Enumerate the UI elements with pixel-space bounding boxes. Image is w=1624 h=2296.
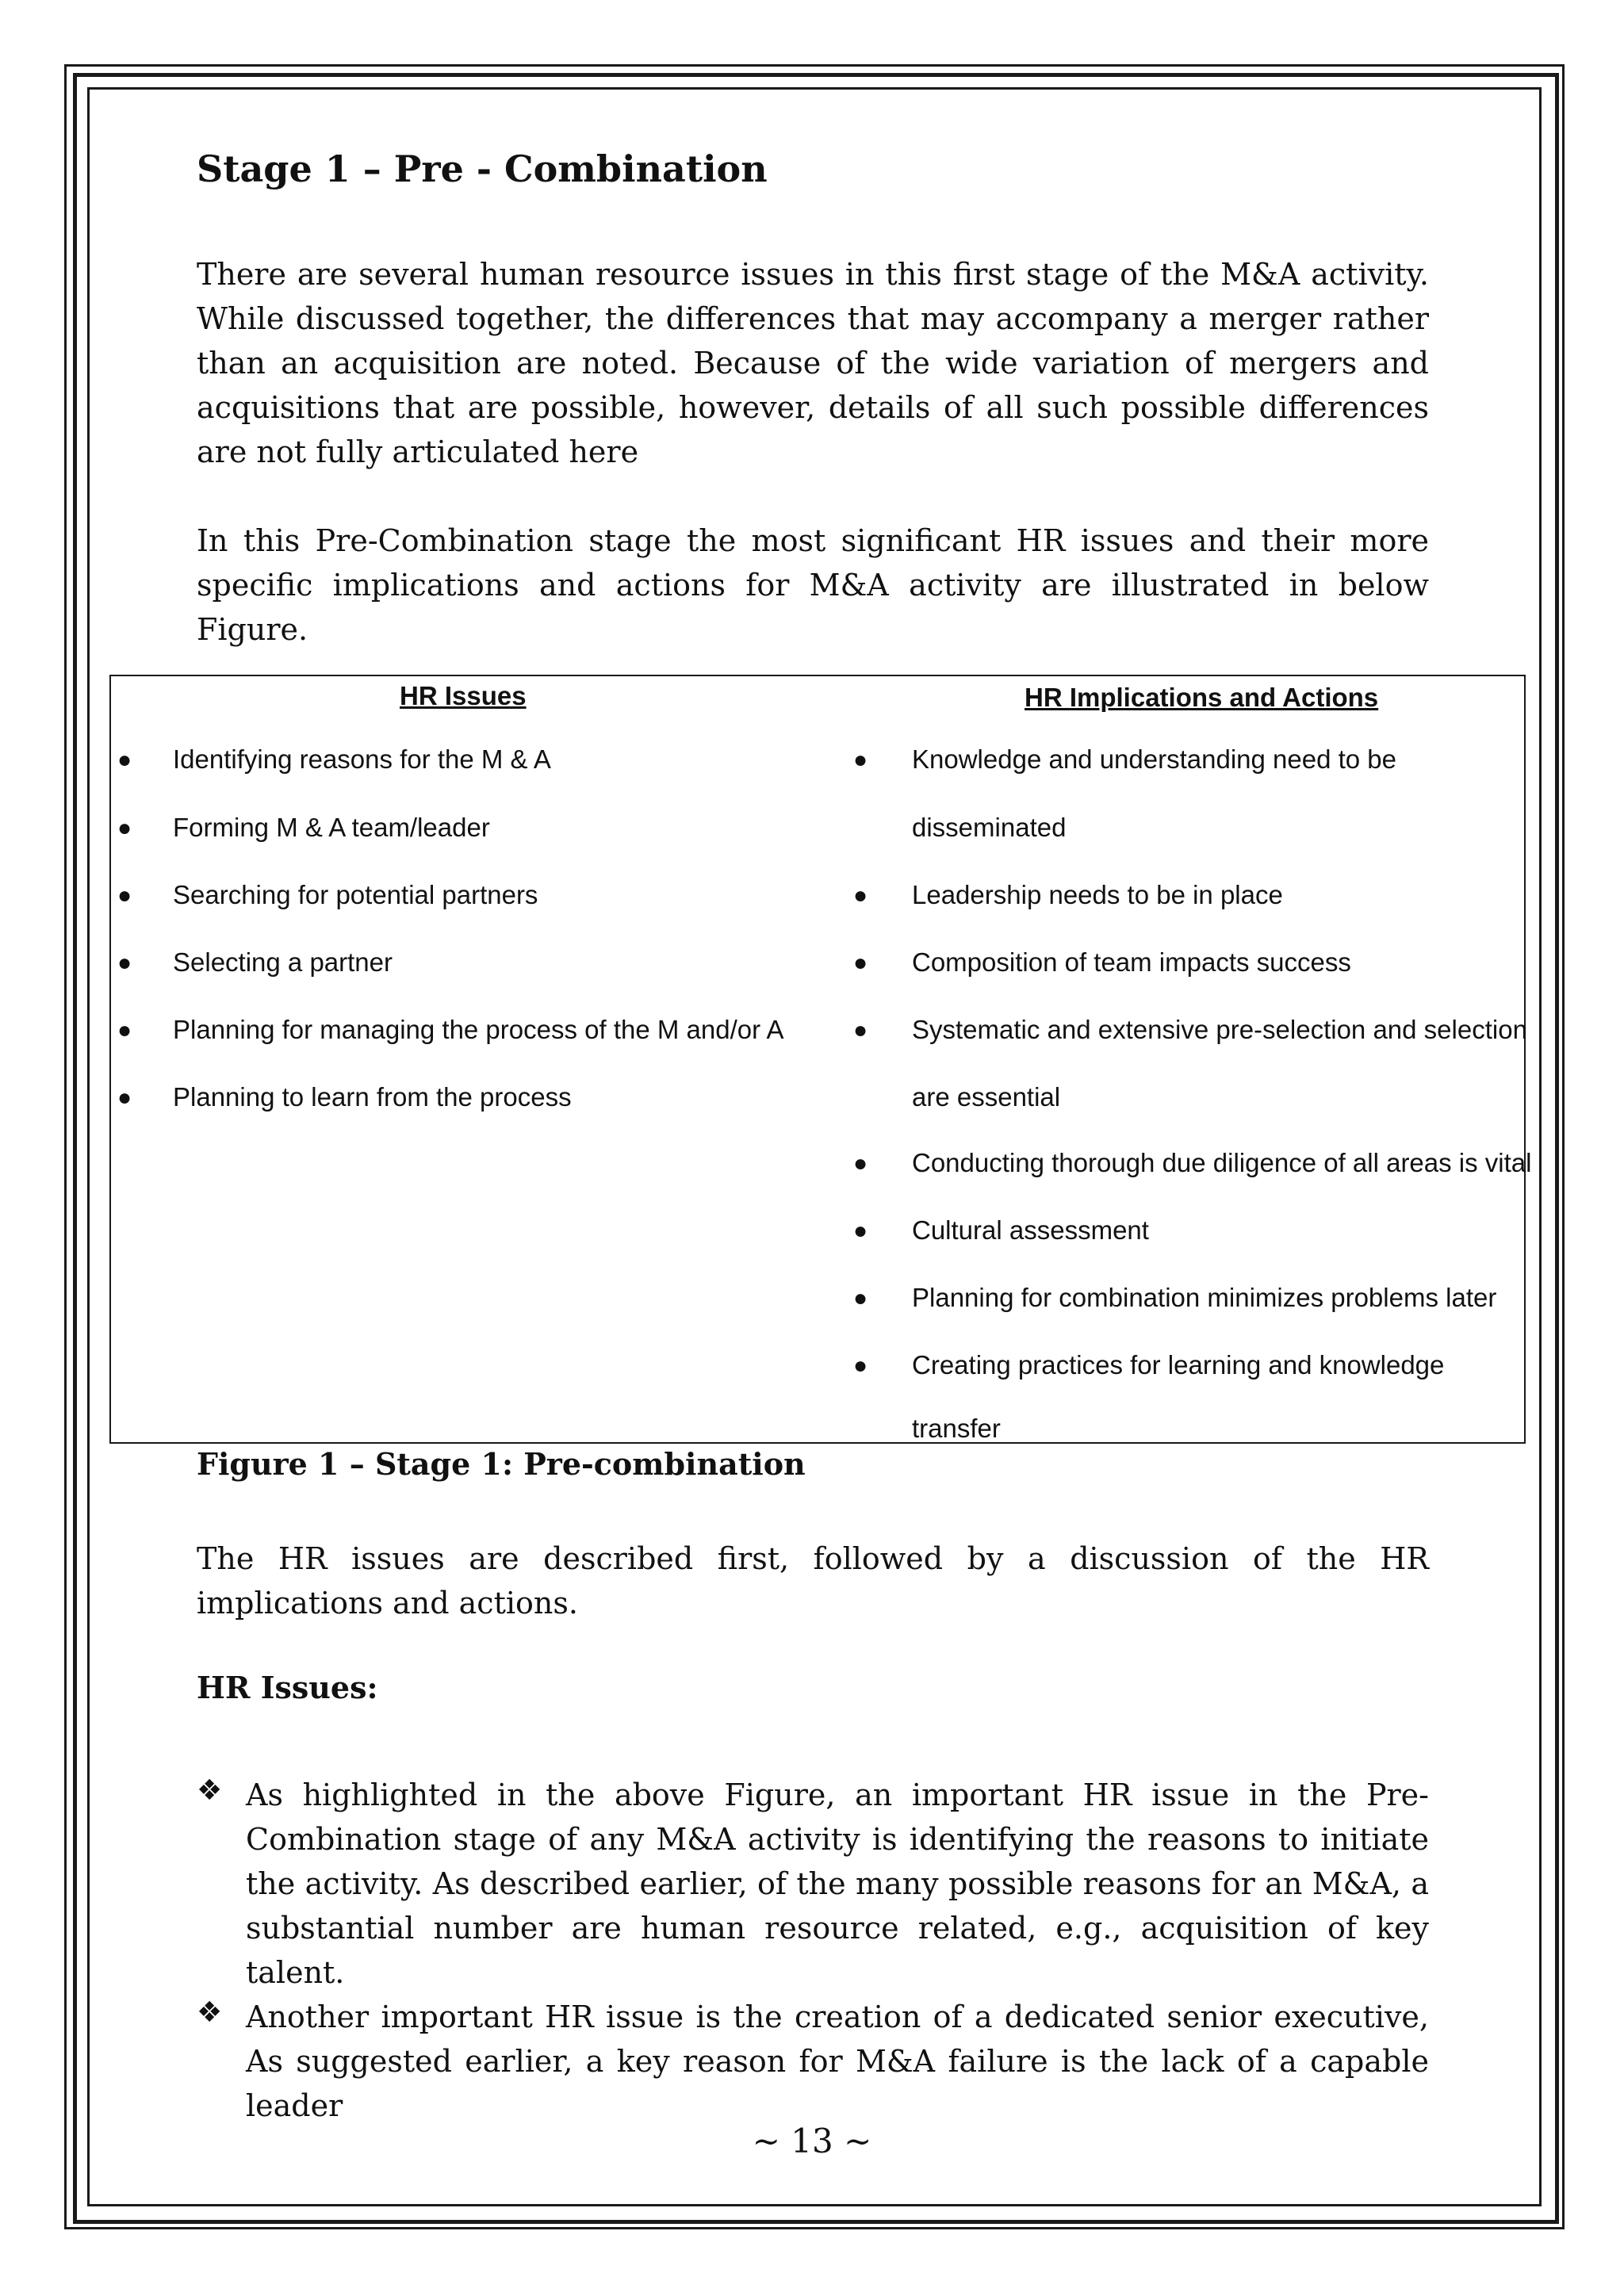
hr-action-item: disseminated xyxy=(912,813,1067,842)
hr-issue-item: Selecting a partner xyxy=(173,947,393,977)
hr-action-item: Planning for combination minimizes problems later xyxy=(912,1283,1497,1312)
hr-issue-bullet-paragraph: As highlighted in the above Figure, an important HR issue in the Pre-Combination stage of any M&A activity is identifying the reasons to initiate the activity. As described earlier, of the many possible reasons for an M&A, a substantial number are human resource related, e.g., acquisition of key talent. xyxy=(246,1777,1429,1990)
figure-intro-paragraph: In this Pre-Combination stage the most significant HR issues and their more specific implications and actions for M&A activity are illustrated in below Figure. xyxy=(197,523,1429,647)
hr-action-item: Cultural assessment xyxy=(912,1215,1149,1245)
bullet-icon: ● xyxy=(117,882,132,909)
description-paragraph: The HR issues are described first, followed by a discussion of the HR implications and actions. xyxy=(197,1541,1429,1621)
hr-action-item: Systematic and extensive pre-selection and selection xyxy=(912,1015,1527,1044)
hr-action-item: transfer xyxy=(912,1414,1001,1443)
hr-issues-title: HR Issues xyxy=(400,681,527,710)
diamond-bullet-icon: ❖ xyxy=(197,1996,223,2029)
figure-caption: Figure 1 – Stage 1: Pre-combination xyxy=(197,1446,806,1482)
bullet-icon: ● xyxy=(117,950,132,976)
bullet-icon: ● xyxy=(853,882,868,909)
bullet-icon: ● xyxy=(117,815,132,841)
figure-table xyxy=(109,675,1532,1444)
hr-action-item: are essential xyxy=(912,1082,1061,1112)
bullet-icon: ● xyxy=(117,747,132,773)
bullet-icon: ● xyxy=(853,1353,868,1379)
hr-issue-item: Forming M & A team/leader xyxy=(173,813,490,842)
hr-action-item: Knowledge and understanding need to be xyxy=(912,744,1396,774)
hr-issue-bullet-paragraph: Another important HR issue is the creation of a dedicated senior executive, As suggested earlier, a key reason for M&A failure is the lack of a capable leader xyxy=(246,1999,1429,2123)
bullet-icon: ● xyxy=(853,950,868,976)
hr-issues-subheading: HR Issues: xyxy=(197,1670,378,1705)
hr-action-item: Creating practices for learning and knowledge xyxy=(912,1350,1445,1380)
page-number: ~ 13 ~ xyxy=(752,2122,872,2160)
intro-paragraph: There are several human resource issues in this first stage of the M&A activity. While discussed together, the differences that may accompany a merger rather than an acquisition are noted. Because of the wide variation of mergers and acquisitions that are possible, however, details of all such possible differences are not fully articulated here xyxy=(197,257,1429,469)
bullet-icon: ● xyxy=(853,1285,868,1311)
bullet-icon: ● xyxy=(853,1150,868,1177)
bullet-icon: ● xyxy=(117,1085,132,1111)
hr-issue-item: Identifying reasons for the M & A xyxy=(173,744,551,774)
bullet-icon: ● xyxy=(117,1017,132,1043)
hr-implications-title: HR Implications and Actions xyxy=(1025,683,1379,712)
diamond-bullet-icon: ❖ xyxy=(197,1774,223,1807)
bullet-icon: ● xyxy=(853,1218,868,1244)
hr-issue-item: Planning for managing the process of the M and/or A xyxy=(173,1015,784,1044)
hr-issue-item: Searching for potential partners xyxy=(173,880,538,909)
hr-action-item: Leadership needs to be in place xyxy=(912,880,1283,909)
bullet-icon: ● xyxy=(853,747,868,773)
hr-issue-item: Planning to learn from the process xyxy=(173,1082,572,1112)
hr-action-item: Composition of team impacts success xyxy=(912,947,1351,977)
bullet-icon: ● xyxy=(853,1017,868,1043)
hr-action-item: Conducting thorough due diligence of all areas is vital xyxy=(912,1148,1532,1177)
section-heading: Stage 1 – Pre - Combination xyxy=(197,147,768,190)
